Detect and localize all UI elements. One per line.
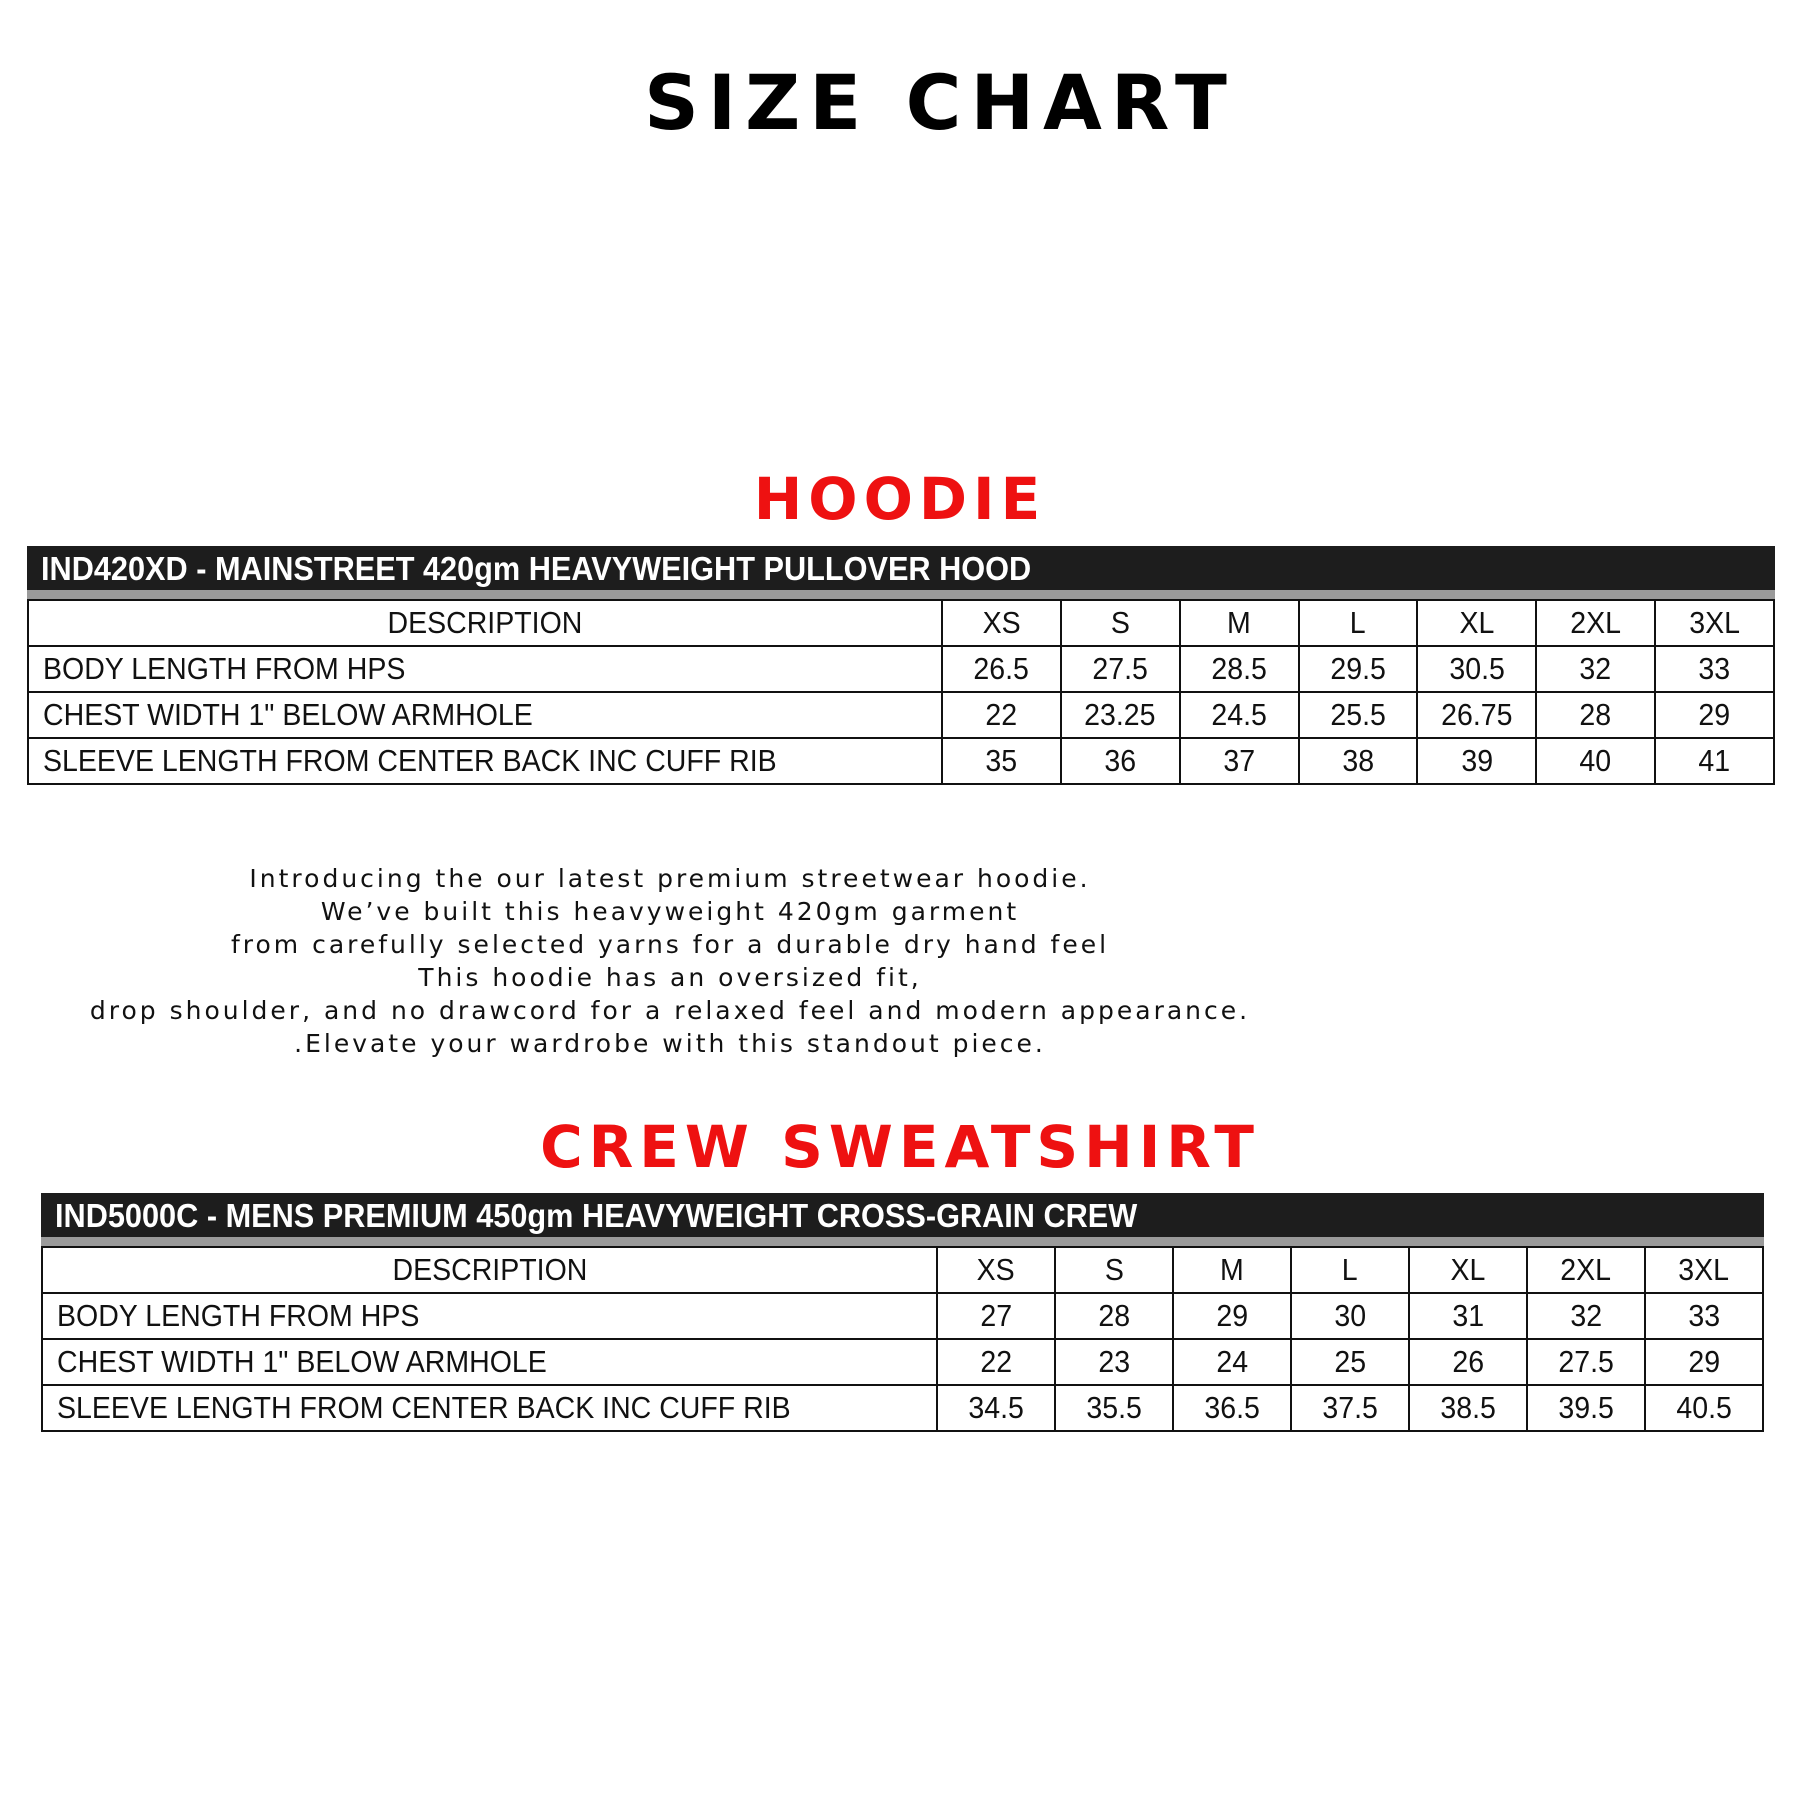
hoodie-product-name: IND420XD - MAINSTREET 420gm HEAVYWEIGHT PULLOVER HOOD <box>41 550 1032 587</box>
table-cell: 36 <box>1061 738 1180 784</box>
row-label: BODY LENGTH FROM HPS <box>42 1293 937 1339</box>
column-header-xs: XS <box>937 1247 1055 1293</box>
table-row <box>42 1385 1763 1431</box>
table-cell: 29 <box>1645 1339 1763 1385</box>
description-line: .Elevate your wardrobe with this standout piece. <box>294 1029 1046 1058</box>
table-header-row <box>28 600 1774 646</box>
table-row <box>28 646 1774 692</box>
table-cell: 40.5 <box>1645 1385 1763 1431</box>
table-row <box>42 1339 1763 1385</box>
table-cell: 37.5 <box>1291 1385 1409 1431</box>
table-row <box>42 1293 1763 1339</box>
column-header-xs: XS <box>942 600 1061 646</box>
description-line: Introducing the our latest premium streetwear hoodie. <box>249 864 1091 893</box>
table-row <box>28 738 1774 784</box>
table-cell: 34.5 <box>937 1385 1055 1431</box>
column-header-s: S <box>1061 600 1180 646</box>
table-cell: 30 <box>1291 1293 1409 1339</box>
column-header-2xl: 2XL <box>1527 1247 1645 1293</box>
table-cell: 35 <box>942 738 1061 784</box>
table-cell: 28 <box>1055 1293 1173 1339</box>
table-cell: 26.75 <box>1417 692 1536 738</box>
column-header-xl: XL <box>1409 1247 1527 1293</box>
table-cell: 22 <box>937 1339 1055 1385</box>
table-cell: 37 <box>1180 738 1299 784</box>
column-header-description: DESCRIPTION <box>28 600 942 646</box>
table-cell: 38 <box>1299 738 1418 784</box>
table-header-row <box>42 1247 1763 1293</box>
table-row <box>28 692 1774 738</box>
column-header-l: L <box>1291 1247 1409 1293</box>
column-header-l: L <box>1299 600 1418 646</box>
table-cell: 26.5 <box>942 646 1061 692</box>
table-cell: 22 <box>942 692 1061 738</box>
table-cell: 31 <box>1409 1293 1527 1339</box>
crew-product-banner <box>41 1193 1764 1246</box>
table-cell: 39 <box>1417 738 1536 784</box>
table-cell: 25.5 <box>1299 692 1418 738</box>
product-description <box>50 862 1290 1060</box>
hoodie-measurement-table <box>27 599 1775 785</box>
hoodie-product-banner <box>27 546 1775 599</box>
table-cell: 32 <box>1527 1293 1645 1339</box>
table-cell: 27.5 <box>1527 1339 1645 1385</box>
table-cell: 29.5 <box>1299 646 1418 692</box>
crew-product-name: IND5000C - MENS PREMIUM 450gm HEAVYWEIGHT CROSS-GRAIN CREW <box>55 1197 1138 1234</box>
table-cell: 33 <box>1645 1293 1763 1339</box>
column-header-s: S <box>1055 1247 1173 1293</box>
table-cell: 29 <box>1655 692 1774 738</box>
column-header-description: DESCRIPTION <box>42 1247 937 1293</box>
table-cell: 35.5 <box>1055 1385 1173 1431</box>
row-label: SLEEVE LENGTH FROM CENTER BACK INC CUFF RIB <box>28 738 942 784</box>
row-label: BODY LENGTH FROM HPS <box>28 646 942 692</box>
description-line: drop shoulder, and no drawcord for a relaxed feel and modern appearance. <box>89 996 1251 1025</box>
table-cell: 24.5 <box>1180 692 1299 738</box>
table-cell: 27.5 <box>1061 646 1180 692</box>
table-cell: 41 <box>1655 738 1774 784</box>
description-line: We’ve built this heavyweight 420gm garment <box>320 897 1020 926</box>
table-cell: 36.5 <box>1173 1385 1291 1431</box>
table-cell: 40 <box>1536 738 1655 784</box>
column-header-xl: XL <box>1417 600 1536 646</box>
table-cell: 23.25 <box>1061 692 1180 738</box>
table-cell: 28.5 <box>1180 646 1299 692</box>
column-header-m: M <box>1173 1247 1291 1293</box>
table-cell: 33 <box>1655 646 1774 692</box>
hoodie-size-table <box>27 546 1775 785</box>
table-cell: 29 <box>1173 1293 1291 1339</box>
row-label: CHEST WIDTH 1" BELOW ARMHOLE <box>42 1339 937 1385</box>
table-cell: 38.5 <box>1409 1385 1527 1431</box>
crew-measurement-table <box>41 1246 1764 1432</box>
column-header-2xl: 2XL <box>1536 600 1655 646</box>
crew-size-table <box>41 1193 1764 1432</box>
column-header-3xl: 3XL <box>1645 1247 1763 1293</box>
description-line: This hoodie has an oversized fit, <box>418 963 922 992</box>
column-header-m: M <box>1180 600 1299 646</box>
page-title: SIZE CHART <box>644 58 1236 147</box>
table-cell: 23 <box>1055 1339 1173 1385</box>
crew-section-title: CREW SWEATSHIRT <box>540 1113 1260 1181</box>
table-cell: 25 <box>1291 1339 1409 1385</box>
table-cell: 32 <box>1536 646 1655 692</box>
row-label: SLEEVE LENGTH FROM CENTER BACK INC CUFF RIB <box>42 1385 937 1431</box>
table-cell: 28 <box>1536 692 1655 738</box>
table-cell: 30.5 <box>1417 646 1536 692</box>
column-header-3xl: 3XL <box>1655 600 1774 646</box>
table-cell: 26 <box>1409 1339 1527 1385</box>
hoodie-section-title: HOODIE <box>753 465 1047 533</box>
table-cell: 27 <box>937 1293 1055 1339</box>
description-line: from carefully selected yarns for a durable dry hand feel <box>230 930 1110 959</box>
table-cell: 39.5 <box>1527 1385 1645 1431</box>
row-label: CHEST WIDTH 1" BELOW ARMHOLE <box>28 692 942 738</box>
table-cell: 24 <box>1173 1339 1291 1385</box>
